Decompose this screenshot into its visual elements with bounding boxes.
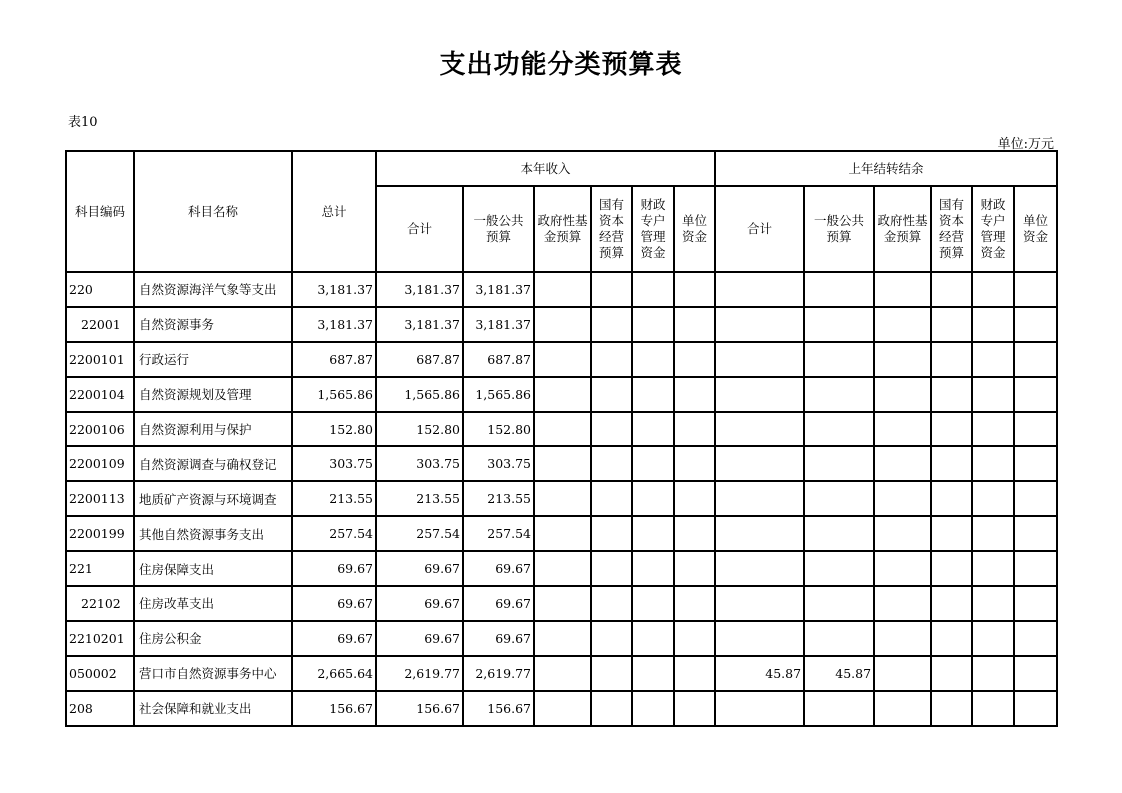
table-row <box>66 446 1057 481</box>
cell-code: 2210201 <box>66 621 134 656</box>
cell-co-sum <box>715 621 804 656</box>
cell-co-fiscal-special <box>972 586 1014 621</box>
cell-co-sum <box>715 551 804 586</box>
cell-co-sum <box>715 272 804 307</box>
cell-name: 自然资源规划及管理 <box>134 377 292 412</box>
cell-co-gov-fund <box>874 377 931 412</box>
cell-co-fiscal-special <box>972 377 1014 412</box>
cell-co-general <box>804 377 874 412</box>
cell-co-sum <box>715 586 804 621</box>
cell-co-unit <box>1014 656 1057 691</box>
cell-cy-fiscal-special <box>632 621 674 656</box>
cell-name: 行政运行 <box>134 342 292 377</box>
cell-co-sum <box>715 691 804 726</box>
cell-total: 3,181.37 <box>292 307 376 342</box>
cell-co-state-capital <box>931 272 972 307</box>
cell-cy-general: 69.67 <box>463 621 534 656</box>
cell-cy-unit <box>674 516 715 551</box>
cell-cy-state-capital <box>591 272 632 307</box>
cell-co-unit <box>1014 516 1057 551</box>
cell-total: 156.67 <box>292 691 376 726</box>
cell-total: 2,665.64 <box>292 656 376 691</box>
header-carryover: 上年结转结余 <box>715 151 1057 186</box>
cell-total: 152.80 <box>292 412 376 447</box>
table-row <box>66 481 1057 516</box>
cell-code: 208 <box>66 691 134 726</box>
cell-cy-unit <box>674 412 715 447</box>
header-co-gov-fund: 政府性基 金预算 <box>874 186 931 272</box>
table-row <box>66 516 1057 551</box>
cell-name: 自然资源海洋气象等支出 <box>134 272 292 307</box>
cell-co-sum <box>715 481 804 516</box>
cell-cy-sum: 3,181.37 <box>376 307 463 342</box>
cell-co-general <box>804 691 874 726</box>
cell-cy-general: 303.75 <box>463 446 534 481</box>
cell-cy-general: 2,619.77 <box>463 656 534 691</box>
cell-code: 2200199 <box>66 516 134 551</box>
cell-cy-fiscal-special <box>632 656 674 691</box>
header-co-fiscal-special: 财政 专户 管理 资金 <box>972 186 1014 272</box>
header-cy-unit-fund: 单位 资金 <box>674 186 715 272</box>
cell-code: 22102 <box>66 586 134 621</box>
cell-co-fiscal-special <box>972 481 1014 516</box>
cell-name: 其他自然资源事务支出 <box>134 516 292 551</box>
cell-cy-state-capital <box>591 551 632 586</box>
cell-co-gov-fund <box>874 307 931 342</box>
cell-co-general <box>804 307 874 342</box>
cell-cy-unit <box>674 691 715 726</box>
cell-code: 221 <box>66 551 134 586</box>
cell-co-general <box>804 516 874 551</box>
cell-co-fiscal-special <box>972 272 1014 307</box>
cell-co-state-capital <box>931 342 972 377</box>
cell-total: 303.75 <box>292 446 376 481</box>
cell-cy-state-capital <box>591 516 632 551</box>
table-row <box>66 342 1057 377</box>
cell-name: 住房改革支出 <box>134 586 292 621</box>
cell-code: 2200113 <box>66 481 134 516</box>
cell-co-state-capital <box>931 377 972 412</box>
cell-co-fiscal-special <box>972 446 1014 481</box>
cell-co-sum <box>715 377 804 412</box>
cell-cy-state-capital <box>591 586 632 621</box>
header-total: 总计 <box>292 151 376 272</box>
cell-co-state-capital <box>931 412 972 447</box>
cell-name: 住房公积金 <box>134 621 292 656</box>
cell-cy-unit <box>674 446 715 481</box>
cell-cy-state-capital <box>591 307 632 342</box>
cell-cy-gov-fund <box>534 586 591 621</box>
cell-total: 69.67 <box>292 586 376 621</box>
cell-cy-sum: 303.75 <box>376 446 463 481</box>
cell-co-unit <box>1014 481 1057 516</box>
cell-co-unit <box>1014 551 1057 586</box>
header-co-unit-fund: 单位 资金 <box>1014 186 1057 272</box>
table-row <box>66 691 1057 726</box>
cell-name: 营口市自然资源事务中心 <box>134 656 292 691</box>
cell-cy-state-capital <box>591 446 632 481</box>
cell-cy-state-capital <box>591 656 632 691</box>
cell-cy-general: 69.67 <box>463 586 534 621</box>
cell-cy-sum: 213.55 <box>376 481 463 516</box>
table-number: 表10 <box>68 115 98 130</box>
cell-cy-fiscal-special <box>632 377 674 412</box>
header-cy-state-capital: 国有 资本 经营 预算 <box>591 186 632 272</box>
cell-name: 地质矿产资源与环境调查 <box>134 481 292 516</box>
cell-co-gov-fund <box>874 412 931 447</box>
cell-cy-general: 152.80 <box>463 412 534 447</box>
cell-co-gov-fund <box>874 272 931 307</box>
cell-cy-gov-fund <box>534 446 591 481</box>
budget-table <box>65 150 1058 727</box>
cell-cy-sum: 257.54 <box>376 516 463 551</box>
cell-co-gov-fund <box>874 516 931 551</box>
cell-code: 2200101 <box>66 342 134 377</box>
cell-cy-fiscal-special <box>632 412 674 447</box>
cell-cy-state-capital <box>591 691 632 726</box>
header-cy-gov-fund: 政府性基 金预算 <box>534 186 591 272</box>
cell-co-state-capital <box>931 621 972 656</box>
cell-co-sum <box>715 516 804 551</box>
cell-cy-sum: 69.67 <box>376 586 463 621</box>
cell-co-fiscal-special <box>972 551 1014 586</box>
cell-cy-fiscal-special <box>632 691 674 726</box>
cell-co-unit <box>1014 342 1057 377</box>
header-cy-sum: 合计 <box>376 186 463 272</box>
cell-co-sum <box>715 446 804 481</box>
cell-name: 住房保障支出 <box>134 551 292 586</box>
cell-co-fiscal-special <box>972 342 1014 377</box>
cell-cy-sum: 156.67 <box>376 691 463 726</box>
table-row <box>66 272 1057 307</box>
cell-code: 2200109 <box>66 446 134 481</box>
cell-co-fiscal-special <box>972 412 1014 447</box>
header-name: 科目名称 <box>134 151 292 272</box>
cell-cy-gov-fund <box>534 377 591 412</box>
cell-cy-fiscal-special <box>632 586 674 621</box>
cell-cy-gov-fund <box>534 307 591 342</box>
cell-cy-gov-fund <box>534 551 591 586</box>
cell-total: 3,181.37 <box>292 272 376 307</box>
cell-cy-unit <box>674 342 715 377</box>
cell-cy-gov-fund <box>534 481 591 516</box>
cell-co-gov-fund <box>874 342 931 377</box>
cell-cy-sum: 1,565.86 <box>376 377 463 412</box>
cell-co-sum: 45.87 <box>715 656 804 691</box>
cell-cy-state-capital <box>591 377 632 412</box>
table-row <box>66 377 1057 412</box>
cell-total: 257.54 <box>292 516 376 551</box>
cell-cy-general: 1,565.86 <box>463 377 534 412</box>
cell-cy-gov-fund <box>534 342 591 377</box>
table-row <box>66 307 1057 342</box>
cell-co-general: 45.87 <box>804 656 874 691</box>
cell-cy-general: 687.87 <box>463 342 534 377</box>
cell-co-state-capital <box>931 516 972 551</box>
table-row <box>66 586 1057 621</box>
cell-co-unit <box>1014 412 1057 447</box>
cell-cy-general: 257.54 <box>463 516 534 551</box>
cell-co-gov-fund <box>874 446 931 481</box>
cell-cy-sum: 687.87 <box>376 342 463 377</box>
header-code: 科目编码 <box>66 151 134 272</box>
cell-co-state-capital <box>931 551 972 586</box>
cell-name: 社会保障和就业支出 <box>134 691 292 726</box>
page-title: 支出功能分类预算表 <box>439 50 683 80</box>
cell-co-sum <box>715 342 804 377</box>
cell-co-state-capital <box>931 691 972 726</box>
cell-co-general <box>804 446 874 481</box>
cell-cy-fiscal-special <box>632 307 674 342</box>
cell-cy-general: 213.55 <box>463 481 534 516</box>
cell-cy-unit <box>674 586 715 621</box>
cell-cy-state-capital <box>591 481 632 516</box>
cell-cy-sum: 3,181.37 <box>376 272 463 307</box>
cell-cy-general: 69.67 <box>463 551 534 586</box>
cell-co-fiscal-special <box>972 307 1014 342</box>
cell-code: 050002 <box>66 656 134 691</box>
cell-co-gov-fund <box>874 621 931 656</box>
cell-co-fiscal-special <box>972 656 1014 691</box>
cell-cy-gov-fund <box>534 621 591 656</box>
cell-co-general <box>804 551 874 586</box>
header-cy-general: 一般公共 预算 <box>463 186 534 272</box>
cell-cy-fiscal-special <box>632 342 674 377</box>
cell-co-unit <box>1014 446 1057 481</box>
cell-cy-fiscal-special <box>632 516 674 551</box>
cell-co-state-capital <box>931 307 972 342</box>
cell-co-unit <box>1014 272 1057 307</box>
cell-cy-state-capital <box>591 412 632 447</box>
cell-co-state-capital <box>931 586 972 621</box>
cell-co-general <box>804 621 874 656</box>
cell-cy-gov-fund <box>534 272 591 307</box>
table-row <box>66 412 1057 447</box>
header-cy-fiscal-special: 财政 专户 管理 资金 <box>632 186 674 272</box>
cell-cy-fiscal-special <box>632 446 674 481</box>
table-row <box>66 656 1057 691</box>
cell-code: 22001 <box>66 307 134 342</box>
cell-co-sum <box>715 412 804 447</box>
cell-total: 69.67 <box>292 621 376 656</box>
cell-total: 213.55 <box>292 481 376 516</box>
cell-cy-general: 3,181.37 <box>463 307 534 342</box>
cell-code: 220 <box>66 272 134 307</box>
cell-co-gov-fund <box>874 656 931 691</box>
cell-name: 自然资源利用与保护 <box>134 412 292 447</box>
cell-co-general <box>804 412 874 447</box>
cell-cy-general: 3,181.37 <box>463 272 534 307</box>
cell-cy-sum: 69.67 <box>376 621 463 656</box>
cell-co-general <box>804 342 874 377</box>
cell-cy-unit <box>674 272 715 307</box>
cell-co-unit <box>1014 377 1057 412</box>
cell-cy-unit <box>674 377 715 412</box>
cell-cy-state-capital <box>591 621 632 656</box>
header-co-sum: 合计 <box>715 186 804 272</box>
table-body <box>66 272 1057 726</box>
cell-co-state-capital <box>931 446 972 481</box>
header-co-general: 一般公共 预算 <box>804 186 874 272</box>
cell-co-sum <box>715 307 804 342</box>
cell-name: 自然资源事务 <box>134 307 292 342</box>
table-row <box>66 621 1057 656</box>
cell-co-gov-fund <box>874 691 931 726</box>
cell-name: 自然资源调查与确权登记 <box>134 446 292 481</box>
cell-co-gov-fund <box>874 551 931 586</box>
cell-cy-sum: 69.67 <box>376 551 463 586</box>
cell-cy-gov-fund <box>534 656 591 691</box>
table-row <box>66 551 1057 586</box>
cell-code: 2200104 <box>66 377 134 412</box>
cell-co-general <box>804 481 874 516</box>
cell-code: 2200106 <box>66 412 134 447</box>
cell-cy-unit <box>674 656 715 691</box>
cell-co-state-capital <box>931 656 972 691</box>
cell-co-unit <box>1014 691 1057 726</box>
cell-cy-unit <box>674 551 715 586</box>
unit-label: 单位:万元 <box>997 137 1054 152</box>
header-current-year: 本年收入 <box>376 151 715 186</box>
cell-total: 69.67 <box>292 551 376 586</box>
cell-cy-unit <box>674 307 715 342</box>
cell-cy-fiscal-special <box>632 272 674 307</box>
cell-cy-sum: 2,619.77 <box>376 656 463 691</box>
cell-cy-sum: 152.80 <box>376 412 463 447</box>
cell-co-general <box>804 586 874 621</box>
cell-cy-unit <box>674 621 715 656</box>
cell-cy-gov-fund <box>534 691 591 726</box>
cell-cy-fiscal-special <box>632 481 674 516</box>
header-co-state-capital: 国有 资本 经营 预算 <box>931 186 972 272</box>
cell-co-unit <box>1014 621 1057 656</box>
cell-co-state-capital <box>931 481 972 516</box>
cell-co-unit <box>1014 307 1057 342</box>
cell-cy-gov-fund <box>534 516 591 551</box>
cell-total: 1,565.86 <box>292 377 376 412</box>
cell-co-fiscal-special <box>972 621 1014 656</box>
cell-cy-unit <box>674 481 715 516</box>
cell-co-fiscal-special <box>972 691 1014 726</box>
cell-co-gov-fund <box>874 481 931 516</box>
cell-co-fiscal-special <box>972 516 1014 551</box>
cell-cy-state-capital <box>591 342 632 377</box>
cell-cy-general: 156.67 <box>463 691 534 726</box>
cell-total: 687.87 <box>292 342 376 377</box>
cell-co-unit <box>1014 586 1057 621</box>
cell-co-general <box>804 272 874 307</box>
cell-cy-fiscal-special <box>632 551 674 586</box>
cell-co-gov-fund <box>874 586 931 621</box>
cell-cy-gov-fund <box>534 412 591 447</box>
